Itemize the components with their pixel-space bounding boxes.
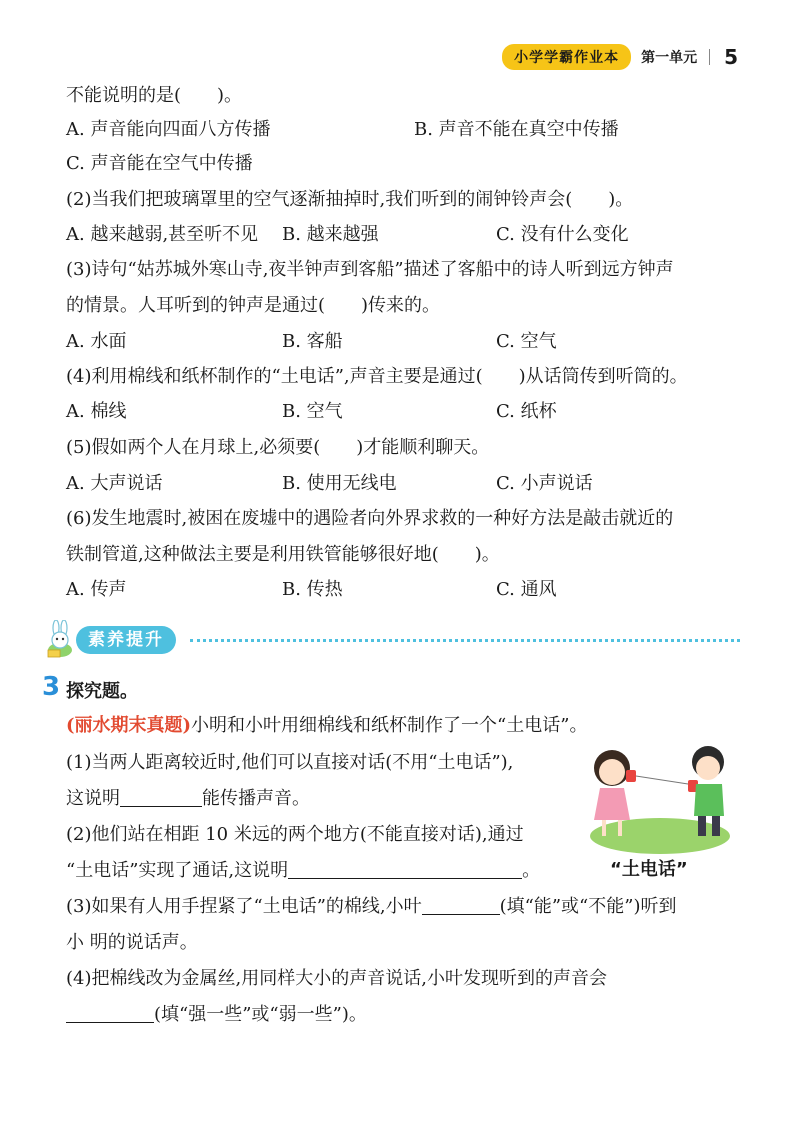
q1-option-a: A. 声音能向四面八方传播 — [66, 119, 271, 140]
q3-option-b: B. 客船 — [282, 331, 343, 352]
dotted-divider — [190, 639, 740, 642]
page-number: 5 — [724, 45, 738, 69]
q2-option-b: B. 越来越强 — [282, 224, 379, 245]
q4-option-c: C. 纸杯 — [496, 401, 557, 422]
question-number: 3 — [42, 672, 61, 702]
q3-p3-line2: 小 明的说话声。 — [66, 932, 198, 953]
q5-option-c: C. 小声说话 — [496, 473, 593, 494]
illustration-caption: “土电话” — [610, 859, 688, 880]
q3-p2-pre: “土电话”实现了通话,这说明 — [66, 860, 289, 881]
q3-p3-line1 — [66, 895, 676, 919]
q5-option-a: A. 大声说话 — [66, 473, 163, 494]
q1-options-row1 — [66, 118, 270, 142]
q4-option-b: B. 空气 — [282, 401, 343, 422]
q3-p3-pre: (3)如果有人用手捏紧了“土电话”的棉线,小叶 — [66, 896, 422, 917]
section-banner — [40, 620, 740, 660]
q3-p4-line2 — [66, 1003, 367, 1027]
q2-stem: (2)当我们把玻璃罩里的空气逐渐抽掉时,我们听到的闹钟铃声会( )。 — [66, 189, 634, 210]
q3-p2-line2 — [66, 859, 540, 883]
q2-option-c: C. 没有什么变化 — [496, 224, 629, 245]
q6-option-c: C. 通风 — [496, 579, 557, 600]
answer-blank-4[interactable] — [66, 1004, 154, 1023]
q3-p1-line1: (1)当两人距离较近时,他们可以直接对话(不用“土电话”), — [66, 752, 514, 773]
answer-blank-1[interactable] — [120, 788, 202, 807]
q1-stem-end: 不能说明的是( )。 — [66, 85, 243, 106]
q3-p4-line1: (4)把棉线改为金属丝,用同样大小的声音说话,小叶发现听到的声音会 — [66, 968, 607, 989]
q3-p2-post: 。 — [522, 860, 541, 881]
q3-p4-post: (填“强一些”或“弱一些”)。 — [154, 1004, 367, 1025]
page-header — [502, 44, 738, 70]
q4-option-a: A. 棉线 — [66, 401, 127, 422]
answer-blank-2[interactable] — [288, 860, 522, 879]
q1-option-c: C. 声音能在空气中传播 — [66, 153, 253, 174]
q6-option-b: B. 传热 — [282, 579, 343, 600]
q5-option-b: B. 使用无线电 — [282, 473, 397, 494]
section-title: 素养提升 — [76, 626, 176, 654]
source-tag: (丽水期末真题) — [66, 715, 192, 736]
tin-can-phone-illustration — [576, 728, 744, 868]
q3-p1-post: 能传播声音。 — [202, 788, 310, 809]
q5-stem: (5)假如两个人在月球上,必须要( )才能顺利聊天。 — [66, 437, 490, 458]
series-badge: 小学学霸作业本 — [502, 44, 631, 70]
q3-stem-line2: 的情景。人耳听到的钟声是通过( )传来的。 — [66, 295, 441, 316]
q3-p2-line1: (2)他们站在相距 10 米远的两个地方(不能直接对话),通过 — [66, 824, 524, 845]
q3-intro: 小明和小叶用细棉线和纸杯制作了一个“土电话”。 — [191, 715, 588, 736]
q6-stem-line2: 铁制管道,这种做法主要是利用铁管能够很好地( )。 — [66, 544, 500, 565]
q3-option-a: A. 水面 — [66, 331, 127, 352]
q3-p3-post: (填“能”或“不能”)听到 — [499, 896, 677, 917]
question-type: 探究题。 — [66, 681, 138, 702]
q2-option-a: A. 越来越弱,甚至听不见 — [66, 224, 259, 245]
q6-stem-line1: (6)发生地震时,被困在废墟中的遇险者向外界求救的一种好方法是敲击就近的 — [66, 508, 674, 529]
q6-option-a: A. 传声 — [66, 579, 127, 600]
q3-intro-line — [66, 714, 587, 738]
q3-stem-line1: (3)诗句“姑苏城外寒山寺,夜半钟声到客船”描述了客船中的诗人听到远方钟声 — [66, 259, 674, 280]
header-divider — [709, 49, 710, 65]
q4-stem: (4)利用棉线和纸杯制作的“土电话”,声音主要是通过( )从话筒传到听筒的。 — [66, 366, 688, 387]
q3-option-c: C. 空气 — [496, 331, 557, 352]
q3-p1-pre: 这说明 — [66, 788, 120, 809]
unit-title: 第一单元 — [641, 50, 698, 66]
q3-p1-line2 — [66, 787, 310, 811]
q1-option-b: B. 声音不能在真空中传播 — [414, 119, 619, 140]
answer-blank-3[interactable] — [422, 896, 500, 915]
